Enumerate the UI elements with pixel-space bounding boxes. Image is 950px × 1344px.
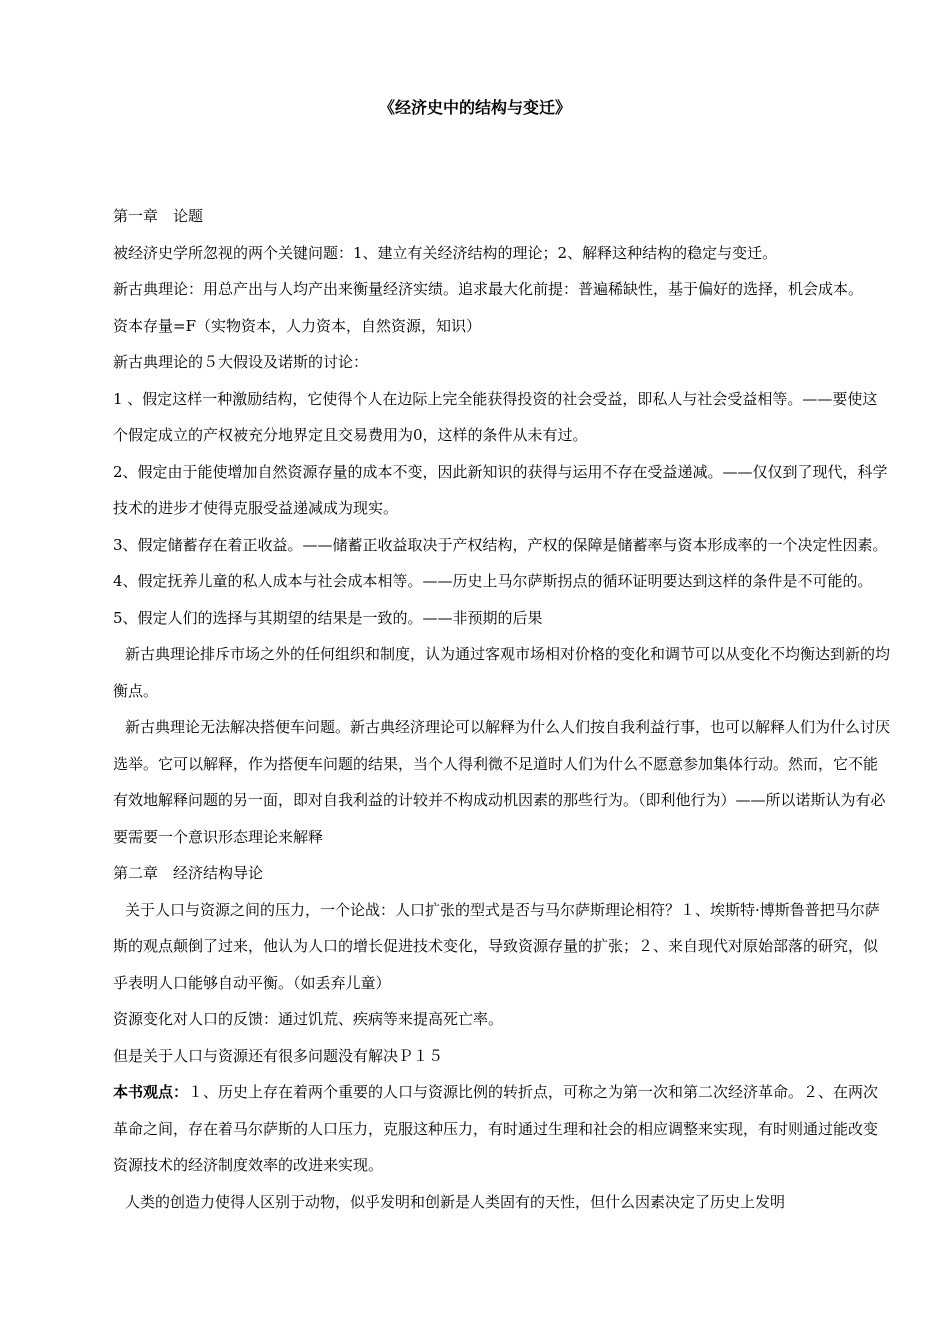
paragraph: 新古典理论无法解决搭便车问题。新古典经济理论可以解释为什么人们按自我利益行事，也可以解释人们为什么讨厌选举。它可以解释，作为搭便车问题的结果，当个人得利微不足道时人们为什么不愿意参加集体行动。然而，它不能有效地解释问题的另一面，即对自我利益的计较并不构成动机因素的那些行为。（即利他行为）——所以诺斯认为有必要需要一个意识形态理论来解释 bbox=[113, 718, 891, 846]
paragraph: 新古典理论：用总产出与人均产出来衡量经济实绩。追求最大化前提：普遍稀缺性，基于偏好的选择，机会成本。 bbox=[113, 280, 864, 298]
paragraph: 新古典理论排斥市场之外的任何组织和制度，认为通过客观市场相对价格的变化和调节可以从变化不均衡达到新的均衡点。 bbox=[113, 645, 891, 700]
paragraph: 但是关于人口与资源还有很多问题没有解决Ｐ１５ bbox=[113, 1046, 444, 1065]
paragraph: 人类的创造力使得人区别于动物，似乎发明和创新是人类固有的天性，但什么因素决定了历史上发明 bbox=[125, 1192, 786, 1211]
chapter-heading-2: 第二章 经济结构导论 bbox=[113, 864, 264, 882]
list-item: 3、假定储蓄存在着正收益。——储蓄正收益取决于产权结构，产权的保障是储蓄率与资本形成率的一个决定性因素。 bbox=[113, 535, 888, 554]
paragraph: 关于人口与资源之间的压力，一个论战：人口扩张的型式是否与马尔萨斯理论相符？１、埃斯特·博斯鲁普把马尔萨斯的观点颠倒了过来，他认为人口的增长促进技术变化，导致资源存量的扩张；２、来自现代对原始部落的研究，似乎表明人口能够自动平衡。（如丢弃儿童） bbox=[113, 900, 880, 992]
paragraph: 资源变化对人口的反馈：通过饥荒、疾病等来提高死亡率。 bbox=[113, 1010, 504, 1028]
list-item: 1 、假定这样一种激励结构，它使得个人在边际上完全能获得投资的社会受益，即私人与社会受益相等。——要使这个假定成立的产权被充分地界定且交易费用为0，这样的条件从未有过。 bbox=[113, 389, 878, 444]
list-item: 2、假定由于能使增加自然资源存量的成本不变，因此新知识的获得与运用不存在受益递减。——仅仅到了现代，科学技术的进步才使得克服受益递减成为现实。 bbox=[113, 462, 888, 517]
list-item: 4、假定抚养儿童的私人成本与社会成本相等。——历史上马尔萨斯拐点的循环证明要达到这样的条件是不可能的。 bbox=[113, 572, 873, 590]
paragraph: 新古典理论的５大假设及诺斯的讨论： bbox=[113, 353, 369, 371]
paragraph: 被经济史学所忽视的两个关键问题：1、建立有关经济结构的理论；2、解释这种结构的稳定与变迁。 bbox=[113, 243, 778, 262]
document-title: 《经济史中的结构与变迁》 bbox=[378, 98, 571, 117]
paragraph: 资本存量=F（实物资本，人力资本，自然资源，知识） bbox=[113, 316, 481, 335]
paragraph-text: １、历史上存在着两个重要的人口与资源比例的转折点，可称之为第一次和第二次经济革命。２、在两次革命之间，存在着马尔萨斯的人口压力，克服这种压力，有时通过生理和社会的相应调整来实现，有时则通过能改变资源技术的经济制度效率的改进来实现。 bbox=[113, 1083, 879, 1174]
paragraph-book-viewpoint bbox=[113, 1074, 891, 1184]
bold-lead-label: 本书观点： bbox=[113, 1083, 189, 1101]
chapter-heading-1: 第一章 论题 bbox=[113, 207, 204, 225]
list-item: 5、假定人们的选择与其期望的结果是一致的。——非预期的后果 bbox=[113, 608, 543, 627]
document-body bbox=[113, 198, 891, 1220]
